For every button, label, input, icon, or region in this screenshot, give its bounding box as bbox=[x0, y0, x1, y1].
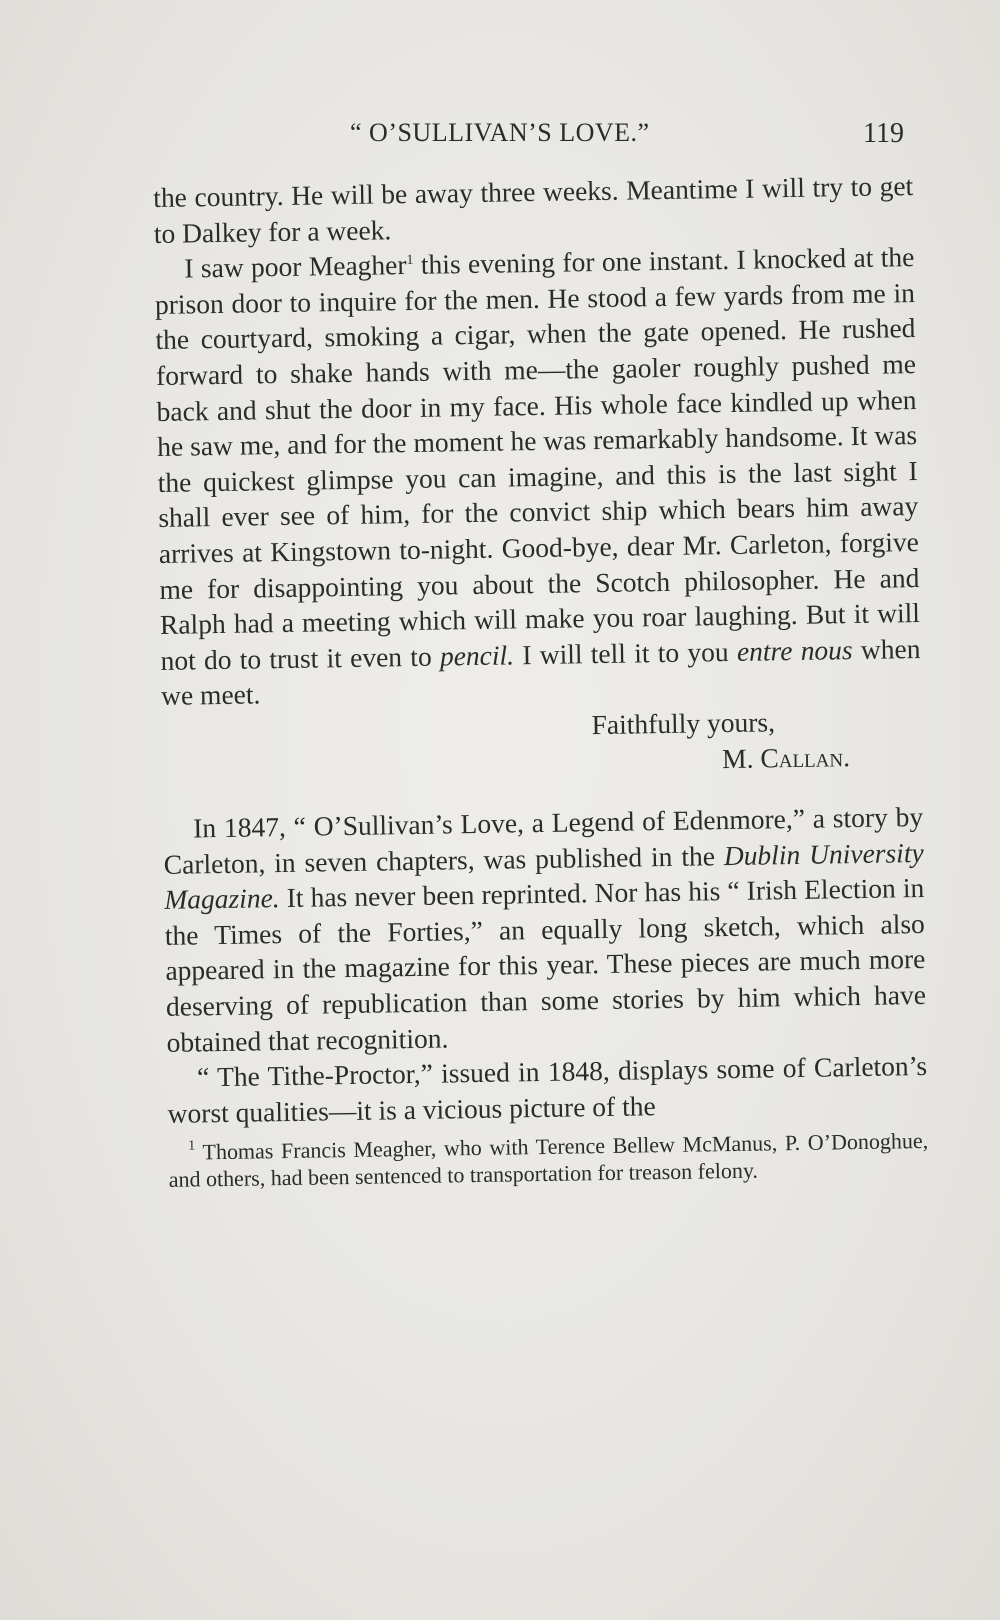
commentary-paragraph bbox=[163, 799, 927, 1060]
italic-phrase: entre nous bbox=[736, 633, 853, 667]
letter-text: this evening for one instant. I knocked at the prison door to inquire for the men. He stood a few yards from me in the courtyard, smoking a cigar, when the gate opened. He rushed forward to shake hands with me—the gaoler roughly pushed me back and shut the door in my face. His whole face kindled up when he saw me, and for the moment he was remarkably handsome. It was the quickest glimpse you can imagine, and this is the last sight I shall ever see of him, for the convict ship which bears him away arrives at Kingstown to-night. Good-bye, dear Mr. Carleton, forgive me for disappointing you about the Scotch philosopher. He and Ralph had a meeting which will make you roar laughing. But it will not do to trust it even to bbox=[154, 241, 921, 676]
footnote bbox=[168, 1127, 929, 1193]
running-title: “ O’SULLIVAN’S LOVE.” bbox=[350, 118, 650, 147]
letter-paragraph bbox=[153, 168, 914, 251]
page-header bbox=[150, 118, 910, 158]
letter-text: when we meet. bbox=[160, 632, 921, 712]
letter-text: I will tell it to you bbox=[513, 635, 738, 671]
signature: M. Callan. bbox=[721, 740, 851, 774]
letter-paragraph-text: the country. He will be away three weeks. Meantime I will try to get to Dalkey for a week. bbox=[153, 170, 914, 249]
commentary-text: It has never been reprinted. Nor has his “ Irish Election in the Times of the Forties,” an equally long sketch, which also appeared in the magazine for this year. These pieces are much more deserving of republication than some stories by him which have obtained that recognition. bbox=[164, 872, 927, 1058]
footnote-paragraph bbox=[168, 1127, 929, 1193]
footnote-reference: 1 bbox=[406, 253, 414, 269]
magazine-title: Dublin University Magazine. bbox=[164, 836, 924, 916]
footnote-text: Thomas Francis Meagher, who with Terence Bellew McManus, P. O’Donoghue, and others, had been sentenced to transportation for treason felony. bbox=[168, 1128, 929, 1193]
letter-text: I saw poor Meagher bbox=[184, 249, 407, 284]
body-text bbox=[153, 168, 929, 1193]
commentary-text: In 1847, “ O’Sullivan’s Love, a Legend of Edenmore,” a story by Carleton, in seven chapters, was published in the bbox=[163, 801, 924, 880]
letter-paragraph bbox=[154, 239, 921, 714]
italic-word: pencil. bbox=[439, 639, 515, 672]
commentary-text: “ The Tithe-Proctor,” issued in 1848, displays some of Carleton’s worst qualities—it is a vicious picture of the bbox=[167, 1050, 928, 1129]
valediction: Faithfully yours, bbox=[591, 706, 776, 741]
footnote-marker: 1 bbox=[188, 1138, 196, 1155]
page-number: 119 bbox=[863, 118, 904, 149]
commentary-paragraph bbox=[167, 1048, 928, 1131]
